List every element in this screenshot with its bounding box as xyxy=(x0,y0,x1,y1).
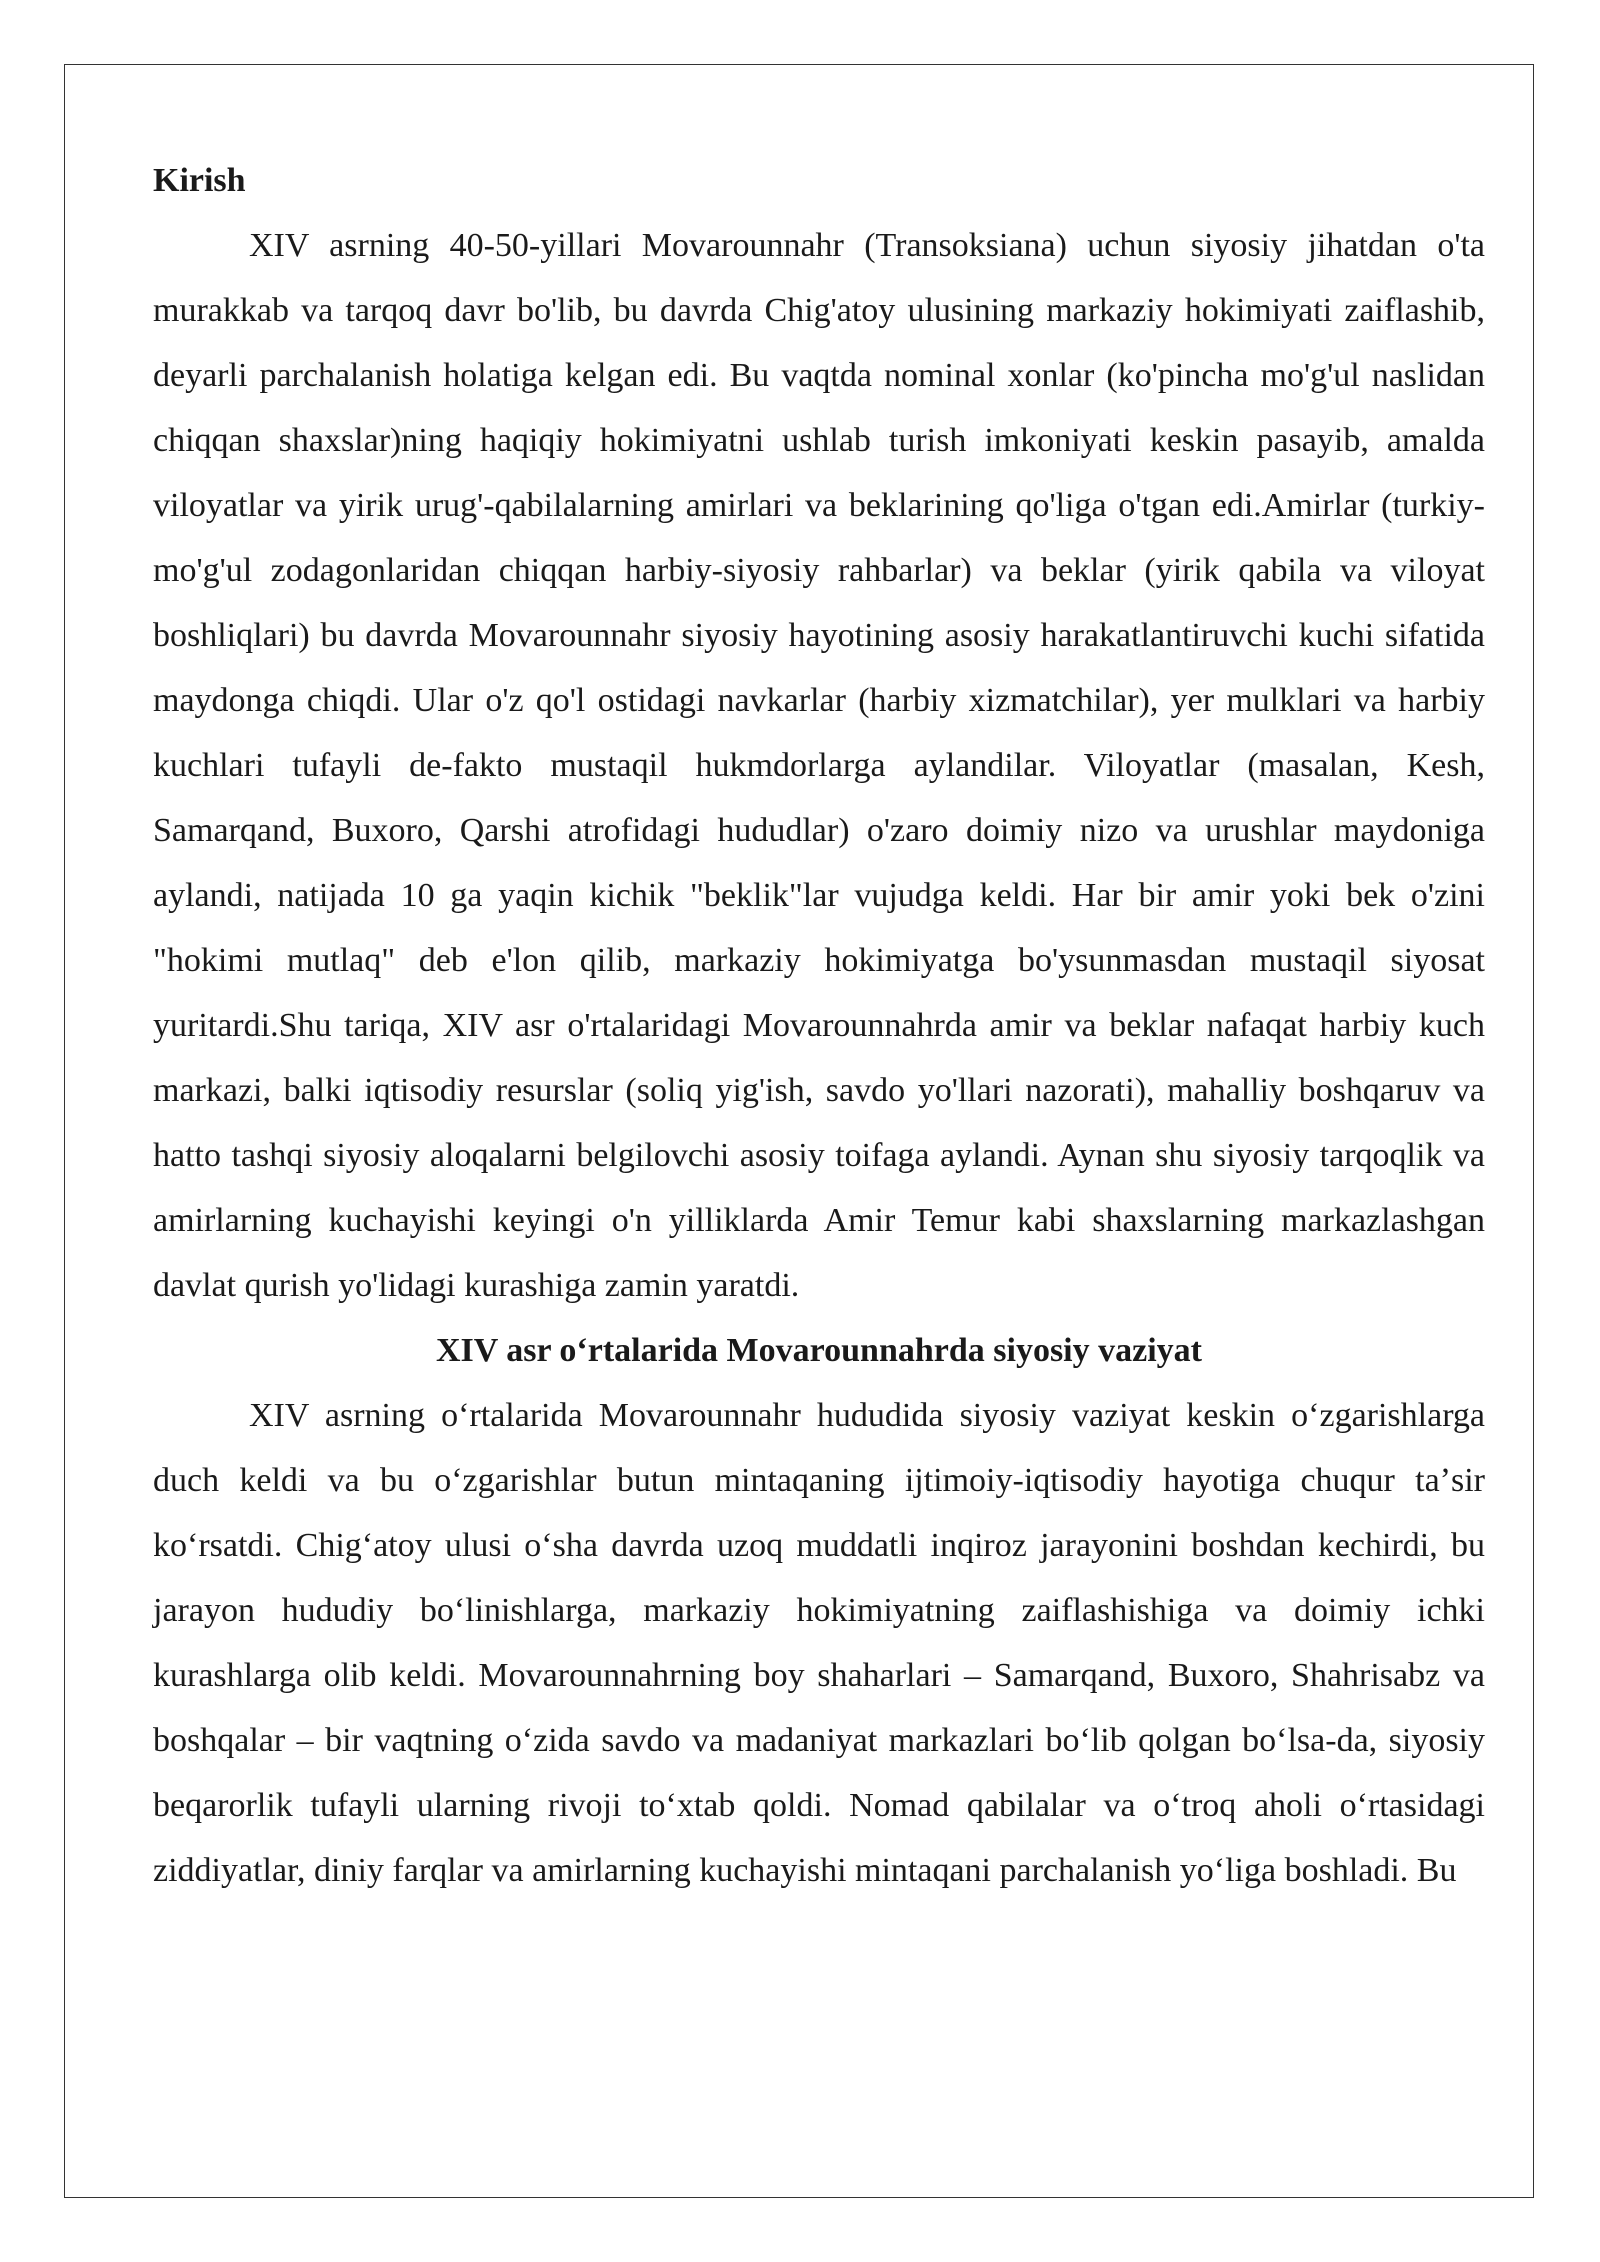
document-body xyxy=(153,148,1485,1903)
intro-paragraph: XIV asrning 40-50-yillari Movarounnahr (Transoksiana) uchun siyosiy jihatdan o'ta murakkab va tarqoq davr bo'lib, bu davrda Chig'atoy ulusining markaziy hokimiyati zaiflashib, deyarli parchalanish holatiga kelgan edi. Bu vaqtda nominal xonlar (ko'pincha mo'g'ul naslidan chiqqan shaxslar)ning haqiqiy hokimiyatni ushlab turish imkoniyati keskin pasayib, amalda viloyatlar va yirik urug'-qabilalarning amirlari va beklarining qo'liga o'tgan edi.Amirlar (turkiy-mo'g'ul zodagonlaridan chiqqan harbiy-siyosiy rahbarlar) va beklar (yirik qabila va viloyat boshliqlari) bu davrda Movarounnahr siyosiy hayotining asosiy harakatlantiruvchi kuchi sifatida maydonga chiqdi. Ular o'z qo'l ostidagi navkarlar (harbiy xizmatchilar), yer mulklari va harbiy kuchlari tufayli de-fakto mustaqil hukmdorlarga aylandilar. Viloyatlar (masalan, Kesh, Samarqand, Buxoro, Qarshi atrofidagi hududlar) o'zaro doimiy nizo va urushlar maydoniga aylandi, natijada 10 ga yaqin kichik "beklik"lar vujudga keldi. Har bir amir yoki bek o'zini "hokimi mutlaq" deb e'lon qilib, markaziy hokimiyatga bo'ysunmasdan mustaqil siyosat yuritardi.Shu tariqa, XIV asr o'rtalaridagi Movarounnahrda amir va beklar nafaqat harbiy kuch markazi, balki iqtisodiy resurslar (soliq yig'ish, savdo yo'llari nazorati), mahalliy boshqaruv va hatto tashqi siyosiy aloqalarni belgilovchi asosiy toifaga aylandi. Aynan shu siyosiy tarqoqlik va amirlarning kuchayishi keyingi o'n yilliklarda Amir Temur kabi shaxslarning markazlashgan davlat qurish yo'lidagi kurashiga zamin yaratdi. xyxy=(153,227,1485,1304)
intro-heading: Kirish xyxy=(153,162,246,199)
section-paragraph: XIV asrning oʻrtalarida Movarounnahr hududida siyosiy vaziyat keskin oʻzgarishlarga duch keldi va bu oʻzgarishlar butun mintaqaning ijtimoiy-iqtisodiy hayotiga chuqur taʼsir koʻrsatdi. Chigʻatoy ulusi oʻsha davrda uzoq muddatli inqiroz jarayonini boshdan kechirdi, bu jarayon hududiy boʻlinishlarga, markaziy hokimiyatning zaiflashishiga va doimiy ichki kurashlarga olib keldi. Movarounnahrning boy shaharlari – Samarqand, Buxoro, Shahrisabz va boshqalar – bir vaqtning oʻzida savdo va madaniyat markazlari boʻlib qolgan boʻlsa-da, siyosiy beqarorlik tufayli ularning rivoji toʻxtab qoldi. Nomad qabilalar va oʻtroq aholi oʻrtasidagi ziddiyatlar, diniy farqlar va amirlarning kuchayishi mintaqani parchalanish yoʻliga boshladi. Bu xyxy=(153,1397,1485,1889)
section-heading: XIV asr oʻrtalarida Movarounnahrda siyosiy vaziyat xyxy=(436,1332,1202,1369)
